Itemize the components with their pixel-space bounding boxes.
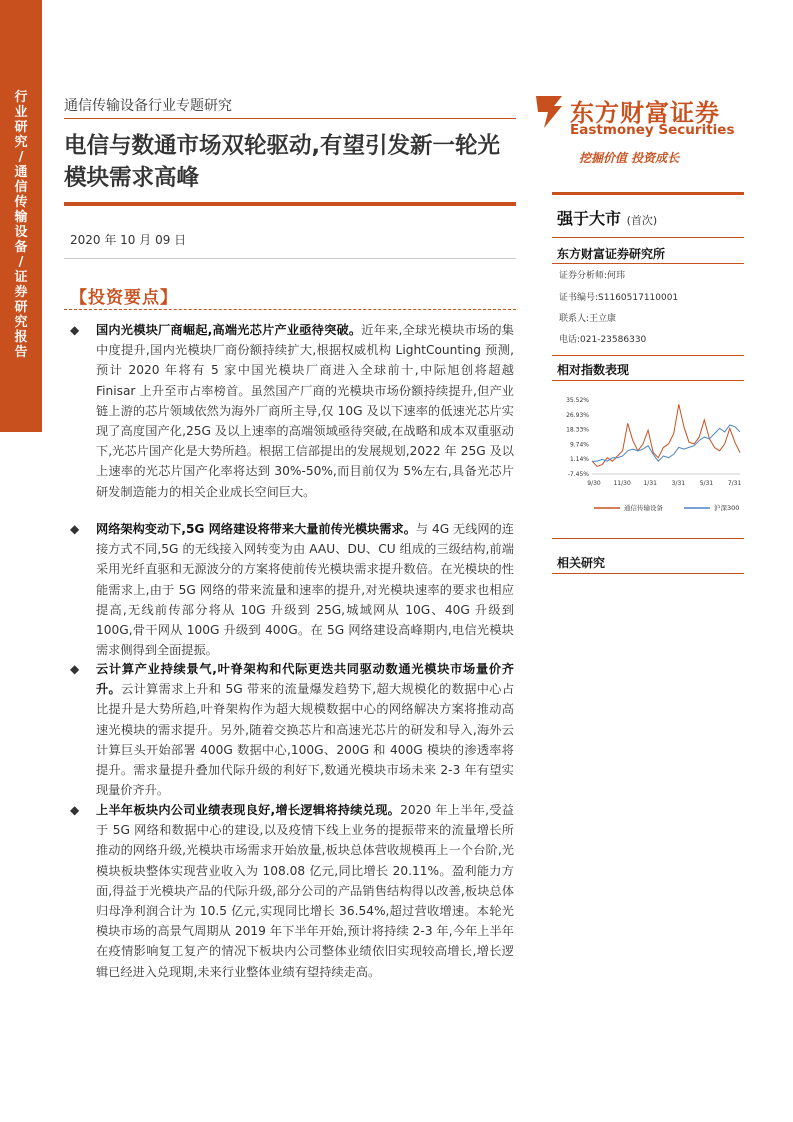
certificate-number: 证书编号:S1160517110001 — [559, 293, 679, 303]
divider-thick — [552, 192, 744, 195]
x-tick-label: 11/30 — [613, 480, 631, 487]
legend-label: 沪深300 — [714, 504, 740, 512]
x-tick-label: 3/31 — [671, 480, 686, 487]
key-point-4: 上半年板块内公司业绩表现良好,增长逻辑将持续兑现。2020 年上半年,受益于 5G 网络和数据中心的建设,以及疫情下线上业务的提振带来的流量增长所推动的网络升级,光模块市场需求开始放量,板块总体营收规模再上一个台阶,光模块板块整体实现营业收入为 108.08 亿元,同比增长 20.11%。盈利能力方面,得益于光模块产品的代际升级,部分公司的产品销售结构得以改善,板块总体归母净利润合计为 10.5 亿元,实现同比增长 36.54%,超过营收增速。本轮光模块市场的高景气周期从 2019 年下半年开始,预计将持续 2-3 年,今年上半年在疫情影响复工复产的情况下板块内公司整体业绩依旧实现较高增长,增长逻辑已经进入兑现期,未来行业整体业绩有望持续走高。 — [96, 803, 514, 979]
y-tick-label: 18.33% — [566, 426, 589, 434]
brand-slogan: 挖掘价值 投资成长 — [579, 151, 680, 165]
report-category: 通信传输设备行业专题研究 — [64, 98, 232, 114]
rating — [557, 206, 657, 229]
sidebar-band — [0, 0, 42, 432]
section-related-research: 相关研究 — [557, 556, 606, 570]
divider — [552, 380, 744, 381]
x-tick-label: 5/31 — [699, 480, 714, 487]
x-tick-label: 1/31 — [643, 480, 657, 487]
y-tick-label: 26.93% — [566, 411, 589, 419]
key-point-2: 网络架构变动下,5G 网络建设将带来大量前传光模块需求。与 4G 无线网的连接方式不同,5G 的无线接入网转变为由 AAU、DU、CU 组成的三级结构,前端采用光纤直驱和无源波分的方案将使前传光模块需求提升数倍。在光模块的性能需求上,由于 5G 网络的带来流量和速率的提升,对光模块速率的要求也相应提高,无线前传部分将从 10G 升级到 25G,城域网从 10G、40G 升级到 100G,骨干网从 100G 升级到 400G。在 5G 网络建设高峰期内,电信光模块需求侧得到全面提振。 — [96, 522, 514, 658]
phone: 电话:021-23586330 — [559, 335, 647, 345]
divider — [552, 538, 744, 539]
bullet-icon: ◆ — [70, 522, 80, 536]
analyst: 证券分析师:何玮 — [559, 271, 626, 281]
rating-label: 强于大市 — [557, 209, 622, 228]
report-date: 2020 年 10 月 09 日 — [70, 233, 187, 247]
section-index-performance: 相对指数表现 — [557, 363, 630, 377]
contact: 联系人:王立康 — [559, 314, 617, 324]
key-point-1: 国内光模块厂商崛起,高端光芯片产业亟待突破。近年来,全球光模块市场的集中度提升,国内光模块厂商份额持续扩大,根据权威机构 LightCounting 预测,预计 2020 年将有 5 家中国光模块厂商进入全球前十,中际旭创将超越 Finisar 上升至市占率榜首。虽然国产厂商的光模块市场份额持续提升,但产业链上游的芯片领域依然为海外厂商所主导,仅 10G 及以下速率的低速光芯片实现了高度国产化,25G 及以上速率的高端领域亟待突破,在战略和成本双重驱动下,光芯片国产化是大势所趋。根据工信部提出的发展规划,2022 年 25G 及以上速率的光芯片国产化率将达到 30%-50%,而目前仅为 5%左右,具备光芯片研发制造能力的相关企业成长空间巨大。 — [96, 323, 514, 499]
relative-index-chart — [552, 388, 744, 518]
rating-tag: (首次) — [626, 214, 658, 227]
institute-name: 东方财富证券研究所 — [557, 247, 666, 261]
bullet-icon: ◆ — [70, 662, 80, 676]
divider — [552, 573, 744, 574]
legend-label: 通信传输设备 — [624, 504, 663, 512]
key-points-heading: 【投资要点】 — [70, 288, 178, 308]
divider-dashed — [64, 309, 516, 310]
divider — [552, 237, 744, 238]
x-tick-label: 7/31 — [727, 480, 742, 487]
divider — [64, 258, 516, 259]
divider — [552, 355, 744, 356]
bullet-icon: ◆ — [70, 323, 80, 337]
divider — [552, 263, 744, 264]
brand-logo-icon — [532, 92, 566, 132]
bullet-icon: ◆ — [70, 803, 80, 817]
brand-name: 东方财富证券 — [570, 99, 720, 127]
y-tick-label: 9.74% — [569, 441, 589, 449]
divider-thick — [64, 202, 516, 206]
brand-name-en: Eastmoney Securities — [570, 122, 735, 138]
series-line — [592, 425, 740, 461]
y-tick-label: 1.14% — [569, 456, 589, 464]
divider — [64, 118, 516, 119]
key-point-3: 云计算产业持续景气,叶脊架构和代际更迭共同驱动数通光模块市场量价齐升。云计算需求上升和 5G 带来的流量爆发趋势下,超大规模化的数据中心占比提升是大势所趋,叶脊架构作为超大规模数据中心的网络解决方案将推动高速光模块的需求提升。另外,随着交换芯片和高速光芯片的研发和导入,海外云计算巨头开始部署 400G 数据中心,100G、200G 和 400G 模块的渗透率将提升。需求量提升叠加代际升级的利好下,数通光模块市场未来 2-3 年有望实现量价齐升。 — [96, 662, 515, 798]
y-tick-label: -7.45% — [567, 471, 589, 478]
page-title: 电信与数通市场双轮驱动,有望引发新一轮光模块需求高峰 — [64, 133, 501, 191]
x-tick-label: 9/30 — [587, 480, 601, 487]
sidebar-label: 行业研究 / 通信传输设备 / 证券研究报告 — [14, 90, 28, 360]
y-tick-label: 35.52% — [566, 397, 589, 404]
